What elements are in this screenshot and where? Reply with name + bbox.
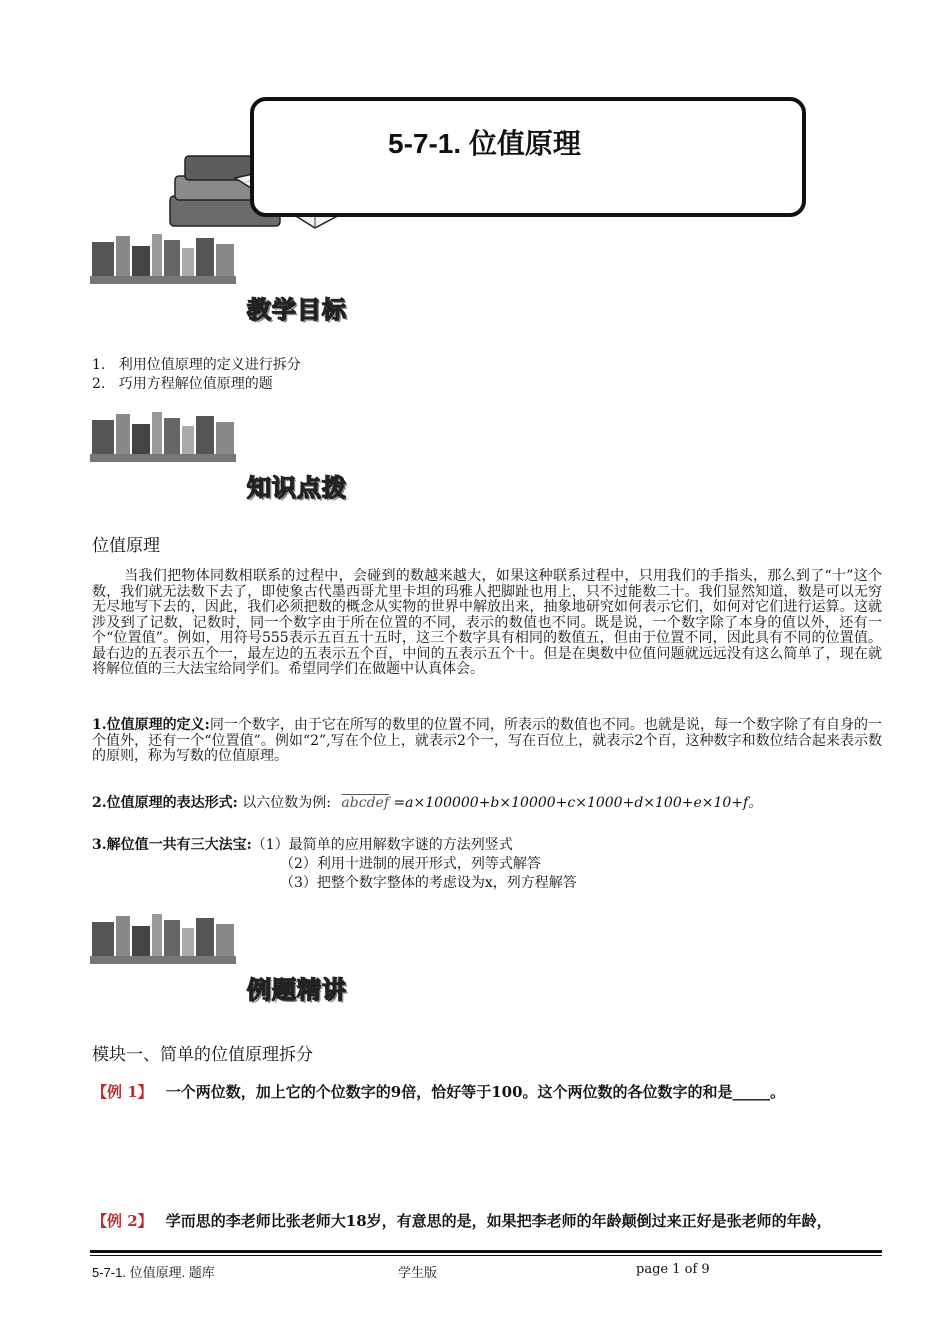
goal-item: 2. 巧用方程解位值原理的题: [92, 376, 273, 392]
footer-page-number: page 1 of 9: [636, 1262, 710, 1277]
knowledge-subtitle: 位值原理: [92, 536, 160, 555]
section-title-goals: 教学目标: [247, 297, 347, 324]
footer-left: 5-7-1. 位值原理. 题库: [92, 1265, 215, 1280]
methods-block: 3.解位值一共有三大法宝:（1）最简单的应用解数字谜的方法列竖式: [92, 837, 513, 853]
knowledge-paragraph: 当我们把物体同数相联系的过程中，会碰到的数越来越大，如果这种联系过程中，只用我们的手指头，那么到了“十”这个数，我们就无法数下去了，即使象古代墨西哥尤里卡坦的玛雅人把脚趾也用上，只不过能数二十。我们显然知道，数是可以无穷无尽地写下去的，因此，我们必须把数的概念从实物的世界中解放出来，抽象地研究如何表示它们，如何对它们进行运算。这就涉及到了记数，记数时，同一个数字由于所在位置的不同，表示的数值也不同。既是说，一个数字除了本身的值以外，还有一个“位置值”。例如，用符号555表示五百五十五时，这三个数字具有相同的数值五，但由于位置不同，因此具有不同的位置值。最右边的五表示五个一，最左边的五表示五个百，中间的五表示五个十。但是在奥数中位值问题就远远没有这么简单了，现在就将解位值的三大法宝给同学们。希望同学们在做题中认真体会。: [92, 568, 882, 677]
method-item: （3）把整个数字整体的考虑设为x，列方程解答: [280, 875, 577, 891]
bookshelf-icon: [90, 232, 236, 284]
section-title-knowledge: 知识点拨: [247, 475, 347, 502]
section-title-examples: 例题精讲: [247, 977, 347, 1004]
page-title: 5-7-1. 位值原理: [388, 128, 581, 159]
module-heading: 模块一、简单的位值原理拆分: [92, 1045, 313, 1064]
bookshelf-icon: [90, 912, 236, 964]
goal-item: 1. 利用位值原理的定义进行拆分: [92, 357, 301, 373]
definition-paragraph: 1.位值原理的定义:同一个数字，由于它在所写的数里的位置不同，所表示的数值也不同。也就是说，每一个数字除了有自身的一个值外，还有一个“位置值”。例如“2”,写在个位上，就表示2个一，写在百位上，就表示2个百，这种数字和数位结合起来表示数的原则，称为写数的位值原理。: [92, 717, 882, 764]
method-item: （2）利用十进制的展开形式，列等式解答: [280, 856, 541, 872]
example-2: 【例 2】 学而思的李老师比张老师大18岁，有意思的是，如果把李老师的年龄颠倒过来正好是张老师的年龄，: [92, 1212, 832, 1230]
bookshelf-icon: [90, 410, 236, 462]
overlined-number: abcdef: [341, 795, 389, 811]
footer-center: 学生版: [398, 1265, 438, 1280]
footer-rule: [90, 1255, 882, 1256]
expression-line: 2.位值原理的表达形式: 以六位数为例: abcdef =a×100000+b×10000+c×1000+d×100+e×10+f。: [92, 795, 763, 811]
example-1: 【例 1】 一个两位数，加上它的个位数字的9倍，恰好等于100。这个两位数的各位数字的和是_____。: [92, 1083, 786, 1101]
footer-rule: [90, 1250, 882, 1253]
